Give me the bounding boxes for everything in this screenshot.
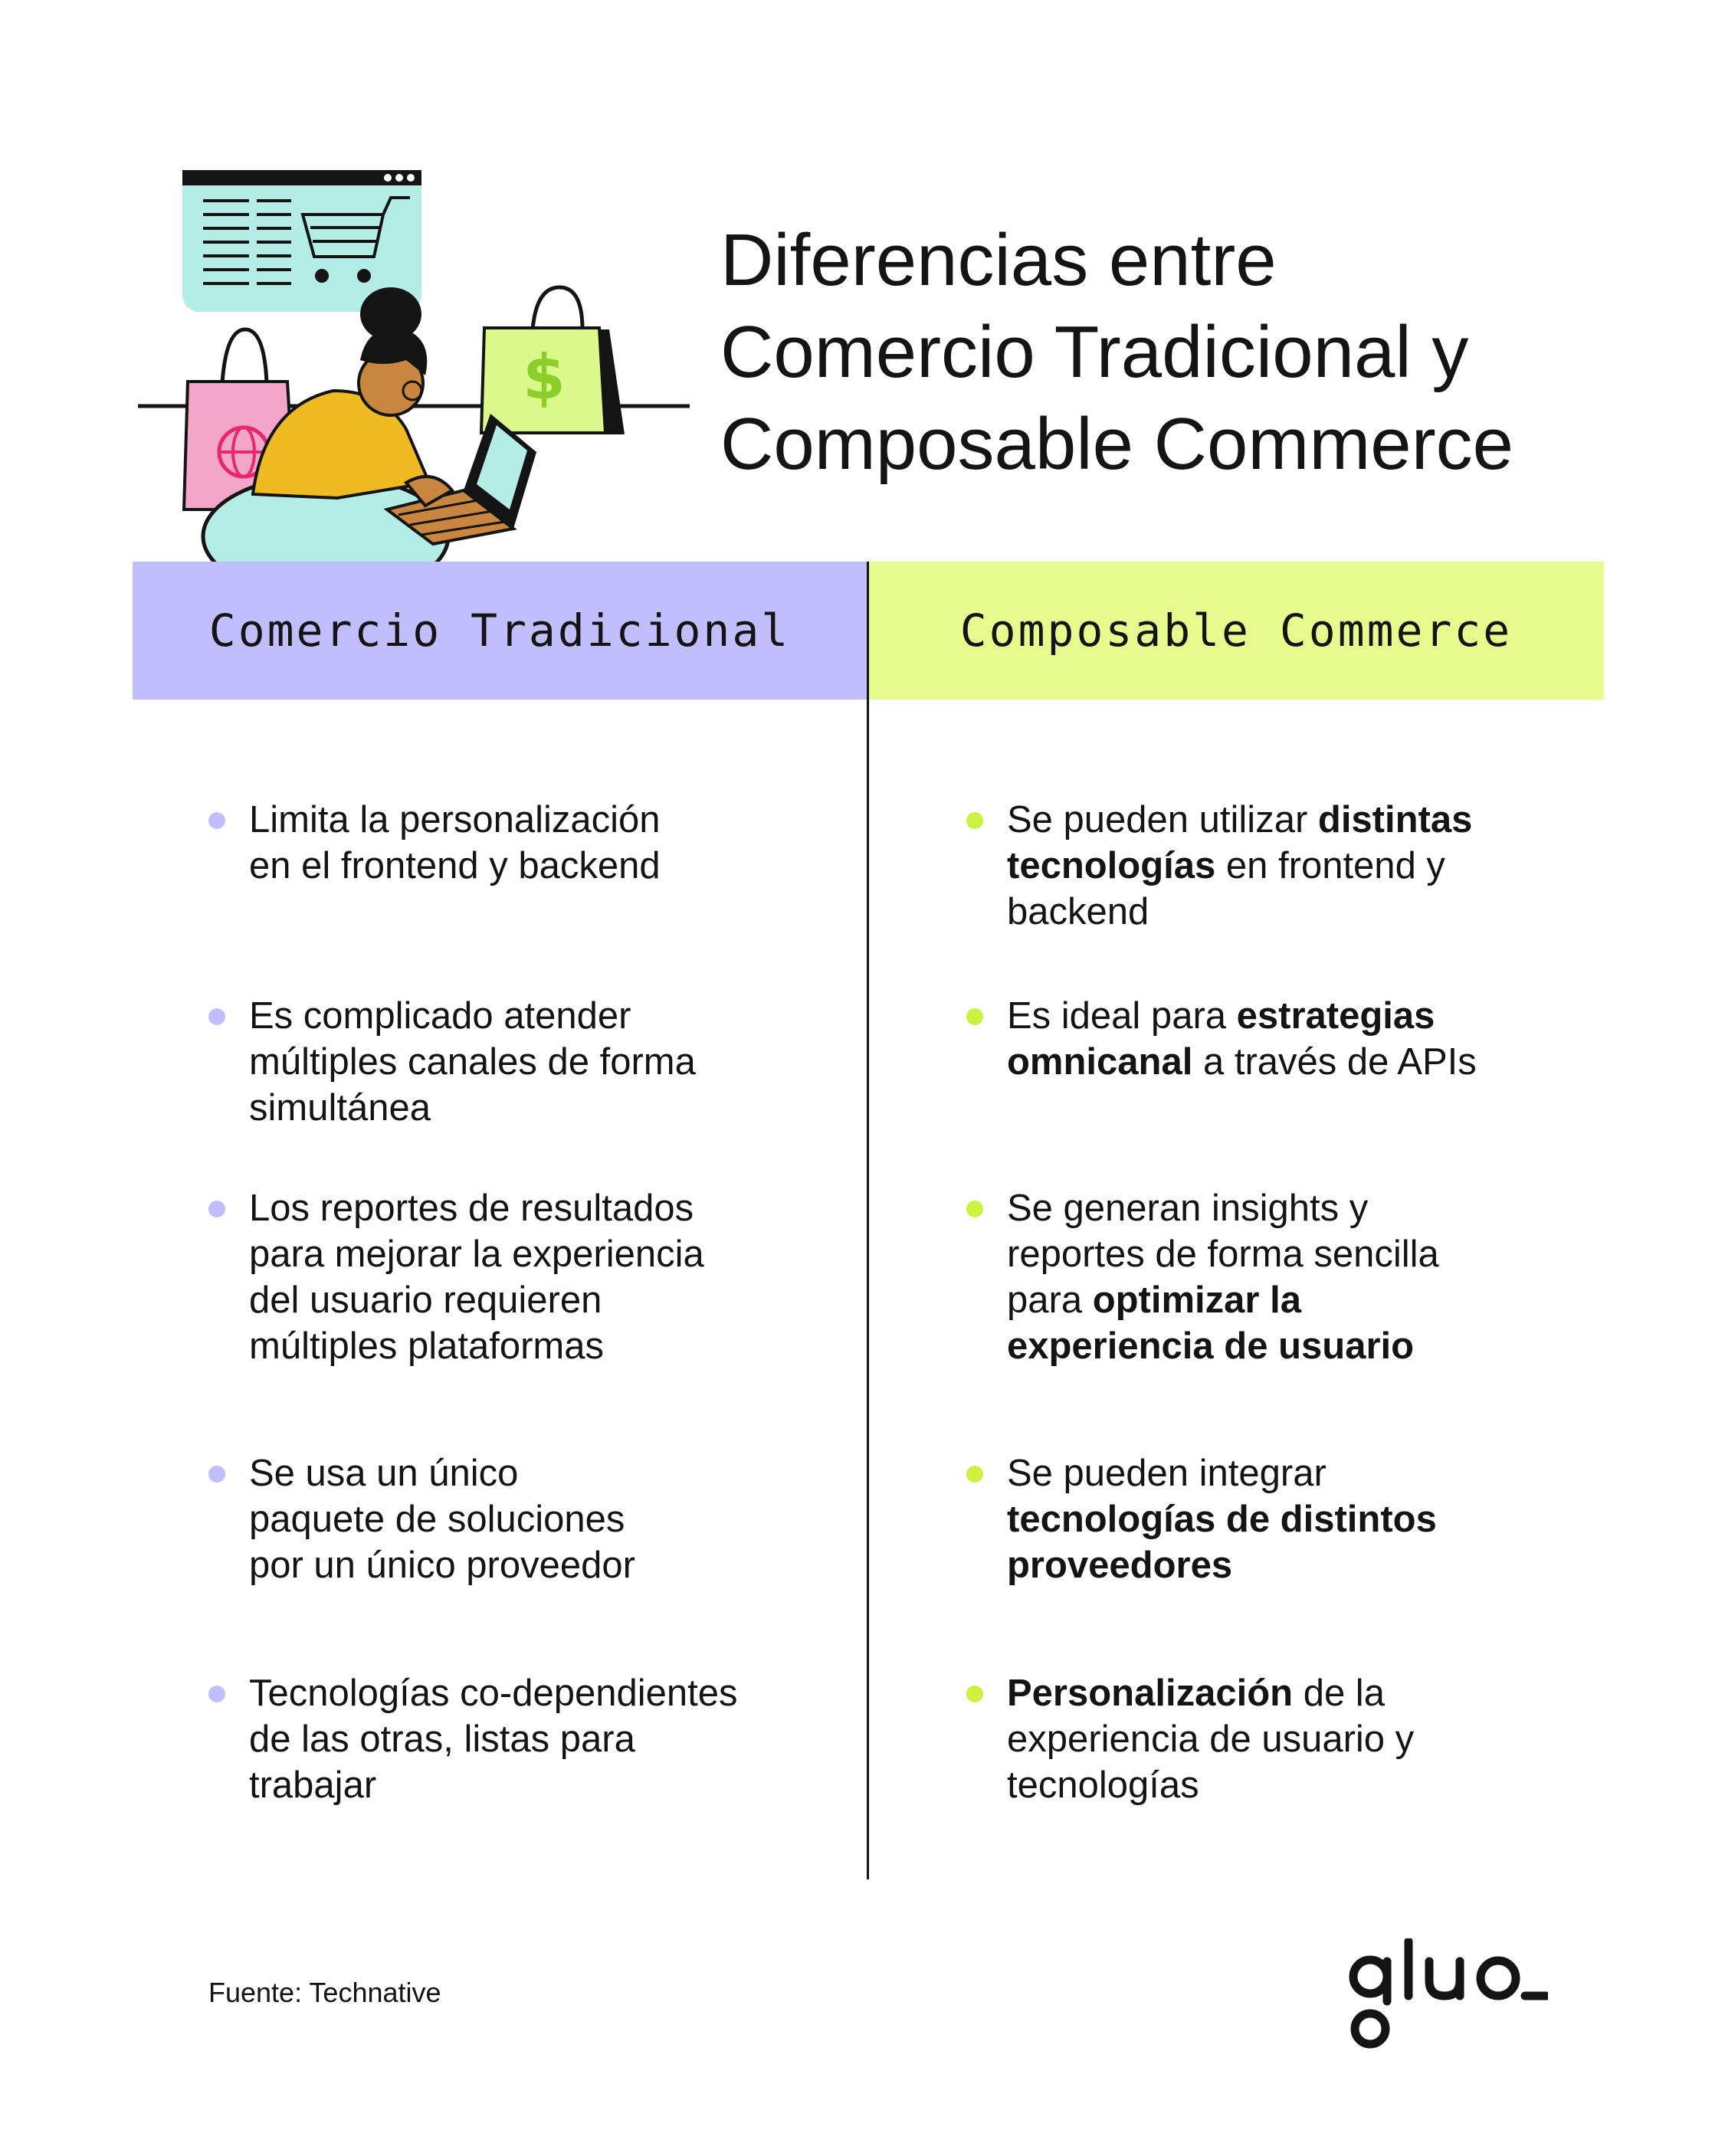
bullet-icon <box>208 1201 225 1217</box>
bullet-icon <box>208 1686 225 1702</box>
bold-segment: optimizar la <box>1092 1280 1301 1321</box>
left-item <box>249 1185 831 1369</box>
dollar-bag-icon <box>481 287 625 434</box>
text-segment: reportes de forma sencilla <box>1007 1234 1439 1275</box>
item-text <box>1007 797 1589 935</box>
item-line: trabajar <box>249 1764 377 1806</box>
bullet-icon <box>966 1466 983 1483</box>
svg-text:$: $ <box>523 342 566 413</box>
text-segment: a través de APIs <box>1192 1041 1477 1083</box>
item-line: Se usa un único <box>249 1453 519 1494</box>
right-item <box>1007 797 1589 935</box>
text-segment: tecnologías <box>1007 1764 1199 1806</box>
bold-segment: omnicanal <box>1007 1041 1193 1083</box>
bullet-icon <box>208 1008 225 1025</box>
bold-segment: tecnologías de distintos <box>1007 1499 1437 1540</box>
left-item <box>249 797 831 889</box>
title-line: Diferencias entre <box>720 219 1277 301</box>
bullet-icon <box>966 1201 983 1217</box>
shopping-illustration <box>130 161 713 590</box>
item-line: Los reportes de resultados <box>249 1188 694 1229</box>
item-line: Tecnologías co-dependientes <box>249 1673 738 1714</box>
right-column-header: Composable Commerce <box>868 562 1604 700</box>
item-line: múltiples canales de forma <box>249 1041 696 1083</box>
item-line: paquete de soluciones <box>249 1499 625 1540</box>
item-text <box>1007 1185 1589 1369</box>
right-item <box>1007 1450 1589 1588</box>
text-segment: Se generan insights y <box>1007 1188 1369 1229</box>
source-note: Fuente: Technative <box>208 1977 441 2008</box>
item-text <box>1007 1450 1589 1588</box>
item-line: en el frontend y backend <box>249 845 661 886</box>
page-title <box>720 215 1640 490</box>
item-text <box>1007 1670 1589 1808</box>
bullet-icon <box>208 812 225 829</box>
bullet-icon <box>966 1686 983 1702</box>
bold-segment: Personalización <box>1007 1673 1294 1714</box>
text-segment: Se pueden integrar <box>1007 1453 1327 1494</box>
text-segment: de la <box>1293 1673 1385 1714</box>
bold-segment: tecnologías <box>1007 845 1216 886</box>
item-line: del usuario requieren <box>249 1280 602 1321</box>
left-column-header: Comercio Tradicional <box>133 562 867 700</box>
item-line: Limita la personalización <box>249 799 661 840</box>
text-segment: experiencia de usuario y <box>1007 1719 1415 1760</box>
column-divider <box>867 562 869 1879</box>
right-item <box>1007 1185 1589 1369</box>
text-segment: Es ideal para <box>1007 995 1237 1037</box>
item-line: de las otras, listas para <box>249 1719 635 1760</box>
text-segment: backend <box>1007 891 1149 932</box>
bullet-icon <box>966 1008 983 1025</box>
text-segment: Se pueden utilizar <box>1007 799 1318 840</box>
item-line: por un único proveedor <box>249 1545 635 1586</box>
bold-segment: distintas <box>1317 799 1473 840</box>
right-item <box>1007 993 1589 1085</box>
bold-segment: estrategias <box>1236 995 1435 1037</box>
text-segment: en frontend y <box>1215 845 1445 886</box>
bullet-icon <box>966 812 983 829</box>
item-line: simultánea <box>249 1087 431 1129</box>
item-line: múltiples plataformas <box>249 1325 604 1367</box>
left-item <box>249 1450 831 1588</box>
bold-segment: experiencia de usuario <box>1007 1325 1415 1367</box>
left-item <box>249 1670 831 1808</box>
item-line: para mejorar la experiencia <box>249 1234 704 1275</box>
bold-segment: proveedores <box>1007 1545 1233 1586</box>
title-line: Comercio Tradicional y <box>720 311 1469 393</box>
gluo-logo <box>1349 1938 1548 2053</box>
left-item <box>249 993 831 1131</box>
item-line: Es complicado atender <box>249 995 631 1037</box>
title-line: Composable Commerce <box>720 403 1514 485</box>
bullet-icon <box>208 1466 225 1483</box>
text-segment: para <box>1007 1280 1093 1321</box>
item-text <box>1007 993 1589 1085</box>
right-item <box>1007 1670 1589 1808</box>
